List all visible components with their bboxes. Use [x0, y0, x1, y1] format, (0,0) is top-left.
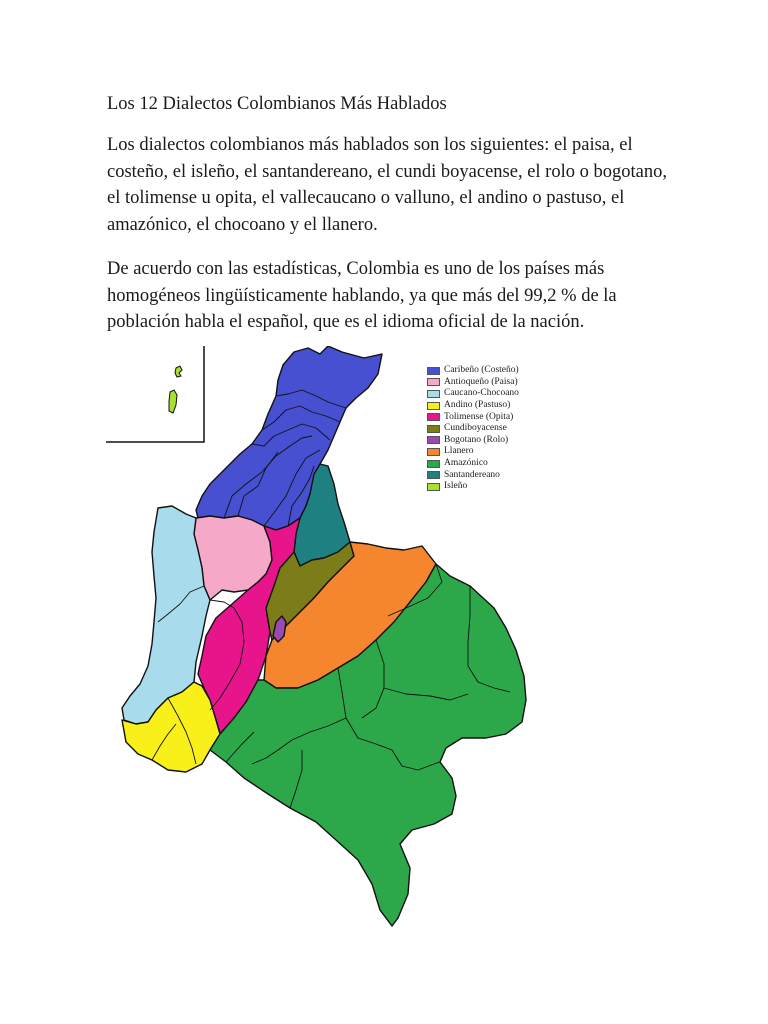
inset-frame: [106, 346, 204, 442]
legend-item: [427, 469, 519, 481]
island-san-andres: [169, 390, 177, 413]
legend-label: Amazónico: [444, 458, 488, 469]
legend-label: Caribeño (Costeño): [444, 365, 519, 376]
legend-swatch: [427, 402, 440, 410]
legend-label: Llanero: [444, 446, 474, 457]
legend-label: Santandereano: [444, 469, 500, 480]
legend-item: [427, 458, 519, 470]
legend-label: Antioqueño (Paisa): [444, 376, 518, 387]
legend-item: [427, 377, 519, 389]
legend-swatch: [427, 448, 440, 456]
region-caribeno: [196, 346, 382, 530]
legend-item: [427, 446, 519, 458]
map-legend: [427, 365, 519, 493]
paragraph-dialects: Los dialectos colombianos más hablados son los siguientes: el paisa, el costeño, el isleño, el santandereano, el cundi boyacense, el rolo o bogotano, el tolimense u opita, el vallecaucano o valluno, el andino o pastuso, el amazónico, el chocoano y el llanero.: [107, 135, 667, 235]
legend-swatch: [427, 367, 440, 375]
legend-swatch: [427, 390, 440, 398]
legend-swatch: [427, 460, 440, 468]
islands-inset: [106, 346, 204, 442]
legend-label: Isleño: [444, 481, 468, 492]
legend-swatch: [427, 378, 440, 386]
island-providencia: [175, 366, 182, 377]
legend-item: [427, 411, 519, 423]
legend-item: [427, 400, 519, 412]
legend-item: [427, 481, 519, 493]
legend-swatch: [427, 483, 440, 491]
paragraph-statistics: De acuerdo con las estadísticas, Colombia es uno de los países más homogéneos lingüísticamente hablando, ya que más del 99,2 % de la población habla el español, que es el idioma oficial de la nación.: [107, 259, 617, 332]
legend-swatch: [427, 413, 440, 421]
legend-label: Cundiboyacense: [444, 423, 507, 434]
legend-swatch: [427, 436, 440, 444]
legend-item: [427, 435, 519, 447]
legend-label: Tolimense (Opita): [444, 411, 514, 422]
legend-item: [427, 423, 519, 435]
legend-label: Bogotano (Rolo): [444, 434, 509, 445]
legend-item: [427, 365, 519, 377]
legend-swatch: [427, 471, 440, 479]
legend-label: Andino (Pastuso): [444, 400, 511, 411]
legend-swatch: [427, 425, 440, 433]
legend-label: Caucano-Chocoano: [444, 388, 519, 399]
legend-item: [427, 388, 519, 400]
document-title: Los 12 Dialectos Colombianos Más Hablados: [107, 94, 447, 114]
